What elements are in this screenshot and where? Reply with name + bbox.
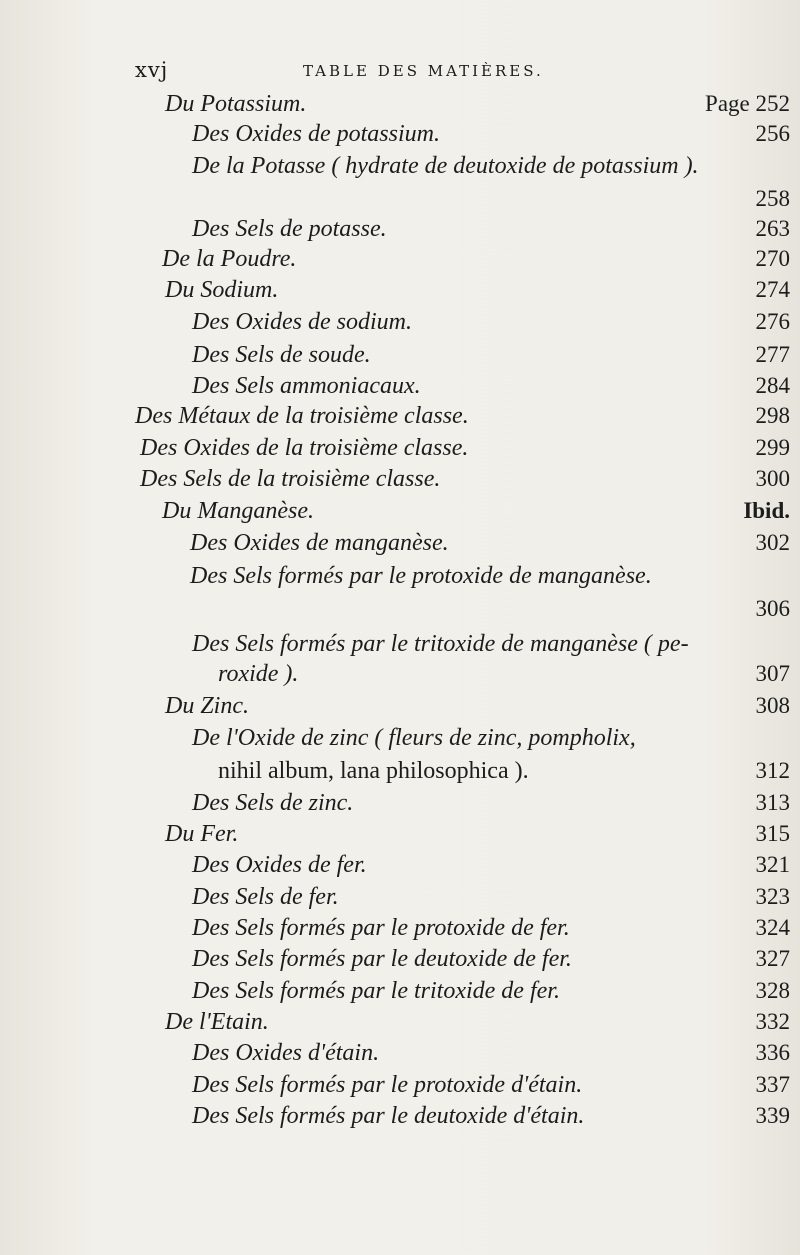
page-number: 258	[755, 186, 790, 211]
toc-entry-title: Du Fer.	[165, 821, 239, 847]
toc-entry-page	[756, 432, 791, 464]
page-number: 336	[755, 1040, 790, 1065]
toc-entry-title: De l'Etain.	[165, 1009, 269, 1035]
toc-entry-page	[756, 881, 791, 913]
page-number: 315	[755, 821, 790, 846]
toc-entry-title: Des Oxides de sodium.	[192, 309, 412, 335]
toc-entry-page	[756, 1069, 791, 1101]
toc-entry-page	[756, 1100, 791, 1132]
toc-entry-title: Du Manganèse.	[162, 498, 314, 524]
page-number: 306	[755, 596, 790, 621]
toc-entry-page	[756, 787, 791, 819]
toc-entry-page	[756, 118, 791, 150]
page-number: 327	[755, 946, 790, 971]
page-prefix: Page	[705, 91, 756, 116]
toc-entry-page	[756, 183, 791, 215]
toc-entry-title: Des Sels formés par le protoxide de manganèse.	[190, 563, 652, 589]
toc-entry-title: Des Sels ammoniacaux.	[192, 373, 421, 399]
page-number: 307	[755, 661, 790, 686]
toc-entry-page	[756, 912, 791, 944]
page-number: 298	[755, 403, 790, 428]
toc-entry-page	[756, 849, 791, 881]
page-number: 339	[755, 1103, 790, 1128]
toc-entry-title: Des Oxides de potassium.	[192, 121, 440, 147]
toc-entry-page	[756, 658, 791, 690]
toc-entry-page	[756, 370, 791, 402]
toc-entry-page	[756, 306, 791, 338]
toc-entry-title: Des Oxides de la troisième classe.	[140, 435, 469, 461]
page-header	[135, 58, 605, 82]
toc-entry-title: Du Potassium.	[165, 91, 307, 117]
toc-entry-page	[756, 818, 791, 850]
toc-entry-page	[756, 213, 791, 245]
page-number: 308	[755, 693, 790, 718]
toc-entry-title: Des Sels formés par le protoxide de fer.	[192, 915, 570, 941]
toc-entry-page	[756, 274, 791, 306]
page-number: 324	[755, 915, 790, 940]
page-number: 321	[755, 852, 790, 877]
toc-entry-title: De la Potasse ( hydrate de deutoxide de potassium ).	[192, 153, 699, 179]
page-number: 302	[755, 530, 790, 555]
toc-entry-page	[756, 1006, 791, 1038]
toc-entry-title: roxide ).	[218, 661, 299, 687]
page-number: Ibid.	[743, 498, 790, 523]
page-folio: xvj	[135, 58, 169, 82]
toc-entry-title: Des Métaux de la troisième classe.	[135, 403, 469, 429]
page-number: 323	[755, 884, 790, 909]
toc-entry-title: Des Oxides de manganèse.	[190, 530, 449, 556]
page-number: 276	[755, 309, 790, 334]
toc-entry-title: De la Poudre.	[162, 246, 297, 272]
toc-entry-title: Des Sels de la troisième classe.	[140, 466, 441, 492]
toc-entry-title: Des Sels formés par le deutoxide de fer.	[192, 946, 572, 972]
page-number: 312	[755, 758, 790, 783]
toc-entry-title: Des Oxides de fer.	[192, 852, 367, 878]
toc-entry-title: Des Sels formés par le tritoxide de manganèse ( pe-	[192, 631, 689, 657]
page-number: 337	[755, 1072, 790, 1097]
toc-entry-page	[756, 690, 791, 722]
page-number: 284	[755, 373, 790, 398]
toc-entry-title: Des Sels de potasse.	[192, 216, 387, 242]
toc-entry-page	[756, 755, 791, 787]
toc-entry-title: Des Sels de fer.	[192, 884, 339, 910]
toc-entry-page	[756, 1037, 791, 1069]
page-number: 263	[755, 216, 790, 241]
toc-entry-page	[756, 527, 791, 559]
toc-entry-title: nihil album, lana philosophica ).	[218, 758, 529, 784]
toc-entry-title: Des Sels de zinc.	[192, 790, 354, 816]
page-number: 270	[755, 246, 790, 271]
toc-entry-title: Des Sels de soude.	[192, 342, 371, 368]
page-number: 299	[755, 435, 790, 460]
running-title: TABLE DES MATIÈRES.	[303, 62, 544, 80]
toc-entry-title: Des Sels formés par le protoxide d'étain.	[192, 1072, 583, 1098]
toc-entry-title: Du Sodium.	[165, 277, 279, 303]
page-number: 300	[755, 466, 790, 491]
toc-entry-page	[756, 463, 791, 495]
toc-entry-page	[756, 339, 791, 371]
toc-entry-page	[705, 88, 790, 120]
toc-entry-page	[756, 975, 791, 1007]
page-number: 313	[755, 790, 790, 815]
toc-entry-page	[756, 400, 791, 432]
toc-entry-page	[743, 495, 790, 527]
page-number: 328	[755, 978, 790, 1003]
page-number: 274	[755, 277, 790, 302]
toc-entry-title: De l'Oxide de zinc ( fleurs de zinc, pompholix,	[192, 725, 636, 751]
page-number: 332	[755, 1009, 790, 1034]
toc-entry-title: Des Sels formés par le deutoxide d'étain.	[192, 1103, 585, 1129]
page-number: 256	[755, 121, 790, 146]
toc-entry-title: Des Sels formés par le tritoxide de fer.	[192, 978, 560, 1004]
toc-entry-page	[756, 243, 791, 275]
page-number: 252	[755, 91, 790, 116]
toc-entry-title: Du Zinc.	[165, 693, 249, 719]
toc-entry-page	[756, 943, 791, 975]
toc-entry-page	[756, 593, 791, 625]
page-number: 277	[755, 342, 790, 367]
toc-entry-title: Des Oxides d'étain.	[192, 1040, 380, 1066]
